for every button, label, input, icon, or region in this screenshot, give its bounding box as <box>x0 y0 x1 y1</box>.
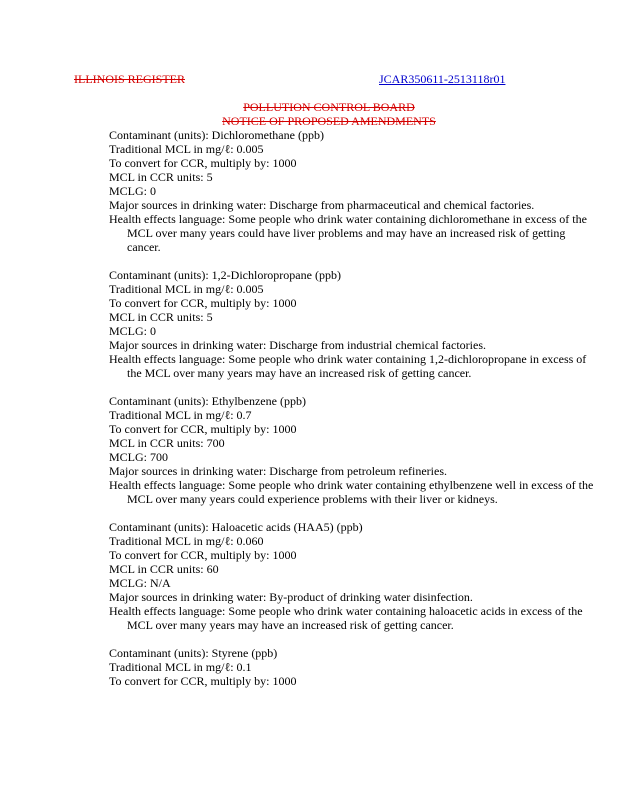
health-effects: Health effects language: Some people who drink water containing 1,2-dichloropropane in excess of the MCL over many years may have an increased risk of getting cancer. <box>109 352 587 380</box>
register-header: ILLINOIS REGISTER <box>74 72 185 86</box>
contaminant-name: Contaminant (units): Haloacetic acids (HAA5) (ppb) <box>109 520 363 534</box>
health-effects: Health effects language: Some people who drink water containing haloacetic acids in excess of the MCL over many years may have an increased risk of getting cancer. <box>109 604 583 632</box>
mclg: MCLG: 700 <box>109 450 169 464</box>
contaminant-entry-haloacetic-acids <box>109 520 599 632</box>
health-effects: Health effects language: Some people who drink water containing ethylbenzene well in excess of the MCL over many years could experience problems with their liver or kidneys. <box>109 478 594 506</box>
convert-factor: To convert for CCR, multiply by: 1000 <box>109 156 297 170</box>
mclg: MCLG: 0 <box>109 324 157 338</box>
contaminant-entry-dichloromethane <box>109 128 599 254</box>
traditional-mcl: Traditional MCL in mg/ℓ: 0.060 <box>109 534 264 548</box>
mcl-ccr-units: MCL in CCR units: 60 <box>109 562 219 576</box>
mclg: MCLG: 0 <box>109 184 157 198</box>
traditional-mcl: Traditional MCL in mg/ℓ: 0.1 <box>109 660 252 674</box>
convert-factor: To convert for CCR, multiply by: 1000 <box>109 548 297 562</box>
contaminant-entry-ethylbenzene <box>109 394 599 506</box>
document-body <box>109 128 599 702</box>
contaminant-name: Contaminant (units): 1,2-Dichloropropane (ppb) <box>109 268 341 282</box>
traditional-mcl: Traditional MCL in mg/ℓ: 0.005 <box>109 142 264 156</box>
traditional-mcl: Traditional MCL in mg/ℓ: 0.005 <box>109 282 264 296</box>
contaminant-entry-dichloropropane <box>109 268 599 380</box>
major-sources: Major sources in drinking water: By-product of drinking water disinfection. <box>109 590 473 604</box>
notice-title: NOTICE OF PROPOSED AMENDMENTS <box>222 114 436 128</box>
contaminant-entry-styrene <box>109 646 599 688</box>
convert-factor: To convert for CCR, multiply by: 1000 <box>109 422 297 436</box>
health-effects: Health effects language: Some people who drink water containing dichloromethane in excess of the MCL over many years could have liver problems and may have an increased risk of getting cancer. <box>109 212 587 254</box>
mcl-ccr-units: MCL in CCR units: 5 <box>109 310 213 324</box>
major-sources: Major sources in drinking water: Discharge from industrial chemical factories. <box>109 338 486 352</box>
mcl-ccr-units: MCL in CCR units: 700 <box>109 436 225 450</box>
contaminant-name: Contaminant (units): Ethylbenzene (ppb) <box>109 394 306 408</box>
register-code-link[interactable]: JCAR350611-2513118r01 <box>379 72 506 86</box>
convert-factor: To convert for CCR, multiply by: 1000 <box>109 296 297 310</box>
contaminant-name: Contaminant (units): Dichloromethane (ppb) <box>109 128 324 142</box>
traditional-mcl: Traditional MCL in mg/ℓ: 0.7 <box>109 408 252 422</box>
agency-board-title: POLLUTION CONTROL BOARD <box>243 100 415 114</box>
major-sources: Major sources in drinking water: Discharge from petroleum refineries. <box>109 464 448 478</box>
convert-factor: To convert for CCR, multiply by: 1000 <box>109 674 297 688</box>
mcl-ccr-units: MCL in CCR units: 5 <box>109 170 213 184</box>
major-sources: Major sources in drinking water: Discharge from pharmaceutical and chemical factories. <box>109 198 535 212</box>
contaminant-name: Contaminant (units): Styrene (ppb) <box>109 646 278 660</box>
mclg: MCLG: N/A <box>109 576 171 590</box>
